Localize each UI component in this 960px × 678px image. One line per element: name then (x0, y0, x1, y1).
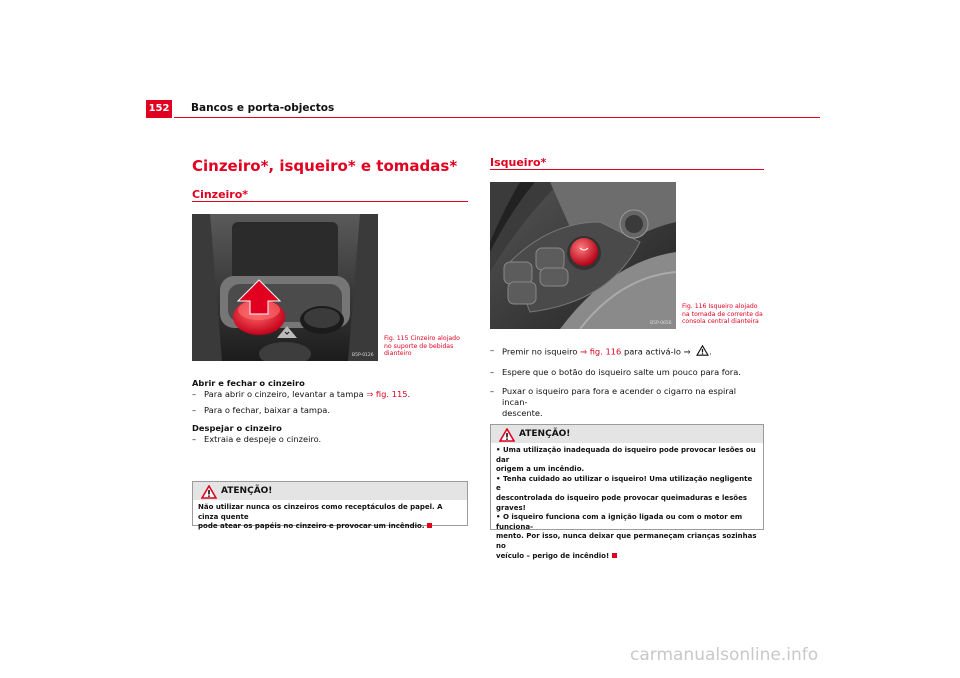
page-number: 152 (146, 100, 172, 118)
left-body-text (192, 378, 468, 445)
caption-line: Fig. 115 Cinzeiro alojado (384, 335, 460, 342)
step-text: Extraia e despeje o cinzeiro. (204, 434, 322, 444)
subtitle-cinzeiro: Cinzeiro* (192, 188, 249, 201)
step-item: – Para abrir o cinzeiro, levantar a tampa ⇒ fig. 115. (192, 389, 411, 399)
figure-reference-link[interactable]: ⇒ fig. 115 (366, 389, 408, 399)
right-body-text (490, 345, 764, 419)
warning-body (491, 443, 763, 565)
header-rule (174, 117, 820, 118)
warning-bullet: • Uma utilização inadequada do isqueiro pode provocar lesões ou dar origem a um incêndio. (496, 446, 756, 474)
figure-caption-116 (682, 303, 763, 326)
warning-title: ATENÇÃO! (221, 486, 273, 496)
step-text: Puxar o isqueiro para fora e acender o cigarro na espiral incan- (502, 386, 737, 407)
figure-caption-115 (384, 335, 460, 358)
section-end-marker (427, 523, 432, 528)
step-item: – Extraia e despeje o cinzeiro. (192, 434, 322, 444)
step-text: Espere que o botão do isqueiro salte um pouco para fora. (502, 367, 741, 377)
subtitle-rule-right (490, 169, 764, 170)
image-code: B5P-0656 (650, 321, 672, 326)
warning-bullet: • Tenha cuidado ao utilizar o isqueiro! Uma utilização negligente e descontrolada do isqueiro pode provocar queimaduras e lesões graves! (496, 474, 753, 512)
lighter-photo (490, 182, 676, 329)
section-end-marker (612, 553, 617, 558)
main-title: Cinzeiro*, isqueiro* e tomadas* (192, 157, 458, 175)
figure-reference-link[interactable]: ⇒ fig. 116 (580, 346, 622, 357)
warning-header (193, 482, 467, 500)
step-text: Para o fechar, baixar a tampa. (204, 405, 331, 415)
subtitle-isqueiro: Isqueiro* (490, 156, 547, 169)
step-text: Premir no isqueiro (502, 346, 581, 357)
step-item: – Para o fechar, baixar a tampa. (192, 405, 331, 415)
warning-box-right (490, 424, 764, 560)
subtitle-rule-left (192, 201, 468, 202)
running-header-title: Bancos e porta-objectos (191, 102, 335, 114)
bullet-icon: • (496, 446, 501, 454)
caption-line: consola central dianteira (682, 318, 759, 325)
warning-body: Não utilizar nunca os cinzeiros como receptáculos de papel. A cinza quente pode atear os papéis no cinzeiro e provocar um incêndio. (198, 503, 443, 531)
image-code: B5P-0126 (352, 353, 374, 358)
subheading-empty: Despejar o cinzeiro (192, 423, 282, 433)
step-text: Para abrir o cinzeiro, levantar a tampa (204, 389, 367, 399)
step-item: – Puxar o isqueiro para fora e acender o cigarro na espiral incan- descente. (490, 386, 737, 418)
subheading-open-close: Abrir e fechar o cinzeiro (192, 378, 305, 388)
warning-bullet: • O isqueiro funciona com a ignição ligada ou com o motor em funciona- mento. Por isso, nunca deixar que permaneçam crianças sozinhas no veículo – perigo de incêndio! (496, 513, 757, 560)
bullet-icon: • (496, 513, 501, 522)
warning-triangle-icon (499, 427, 515, 446)
caption-line: Fig. 116 Isqueiro alojado (682, 303, 758, 310)
step-item: – Espere que o botão do isqueiro salte um pouco para fora. (490, 367, 741, 377)
warning-title: ATENÇÃO! (519, 429, 571, 439)
warning-triangle-icon[interactable] (696, 345, 709, 359)
ashtray-photo (192, 214, 378, 361)
warning-header (491, 425, 763, 443)
caption-line: na tomada de corrente da (682, 310, 763, 318)
watermark: carmanualsonline.info (630, 645, 819, 665)
caption-line: dianteiro (384, 350, 412, 357)
step-item: – Premir no isqueiro ⇒ fig. 116 para activá-lo ⇒ . (490, 345, 764, 359)
warning-box-left (192, 481, 468, 531)
bullet-icon: • (496, 474, 501, 483)
warning-triangle-icon (201, 484, 217, 503)
caption-line: no suporte de bebidas (384, 342, 454, 350)
